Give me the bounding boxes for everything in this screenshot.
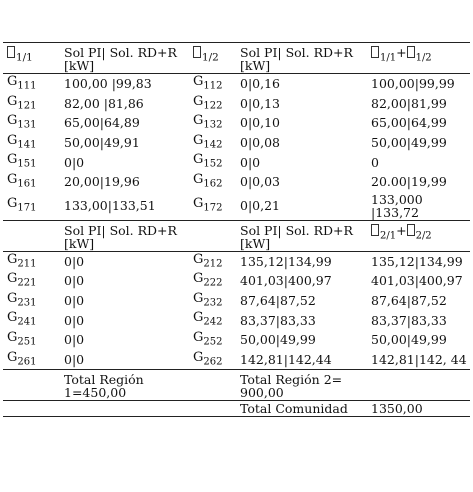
generator-letter: G	[7, 171, 18, 187]
generator-index: 261	[17, 356, 37, 368]
generator-letter: G	[7, 349, 18, 365]
value-sum: 135,12|134,99	[371, 253, 463, 269]
value-region-b: 0|0,10	[240, 115, 280, 131]
generator-label	[189, 271, 236, 291]
value-region-b: 0|0,21	[240, 198, 280, 214]
generator-letter: G	[193, 152, 204, 168]
table-row	[3, 172, 470, 192]
generator-letter: G	[193, 132, 204, 148]
header-sol-4: Sol PI| Sol. RD+R [kW]	[236, 220, 367, 251]
totals-empty	[189, 370, 236, 401]
table-row	[3, 74, 470, 94]
value-region-b: 0|0	[240, 154, 261, 170]
generator-letter: G	[7, 132, 18, 148]
generator-label	[3, 310, 60, 330]
generator-letter: G	[7, 271, 18, 287]
header-sol-3: Sol PI| Sol. RD+R [kW]	[60, 220, 189, 251]
generator-letter: G	[7, 310, 18, 326]
value-region-a: 0|0	[64, 253, 85, 269]
box-symbol-icon	[407, 46, 415, 58]
generator-letter: G	[7, 329, 18, 345]
header-sym-1-1	[3, 43, 60, 74]
generator-index: 241	[17, 316, 37, 328]
generator-index: 262	[203, 356, 223, 368]
header-empty	[3, 220, 60, 251]
generator-label	[189, 133, 236, 153]
total-community-label: Total Comunidad	[236, 401, 367, 417]
header-subscript: 1/2	[415, 52, 432, 64]
generator-index: 232	[203, 297, 223, 309]
value-region-b: 135,12|134,99	[240, 253, 332, 269]
generator-index: 221	[17, 277, 37, 289]
value-region-b: 0|0,13	[240, 95, 280, 111]
generator-label	[189, 113, 236, 133]
generator-label	[3, 192, 60, 221]
value-region-b: 83,37|83,33	[240, 312, 316, 328]
value-region-b: 87,64|87,52	[240, 293, 316, 309]
generator-index: 172	[203, 202, 223, 214]
header-sum-1	[367, 43, 470, 74]
value-sum: 133,000 |133,72	[371, 191, 423, 220]
table-row	[3, 113, 470, 133]
box-symbol-icon	[371, 46, 379, 58]
value-region-b: 0|0,16	[240, 76, 280, 92]
value-sum: 0	[371, 154, 379, 170]
table-row	[3, 310, 470, 330]
total-region-1: Total Región 1=450,00	[60, 370, 189, 401]
value-sum: 65,00|64,99	[371, 115, 447, 131]
value-region-a: 0|0	[64, 312, 85, 328]
value-region-a: 0|0	[64, 293, 85, 309]
table-row	[3, 192, 470, 221]
results-table	[3, 42, 470, 417]
generator-index: 242	[203, 316, 223, 328]
header-subscript: 2/1	[380, 230, 397, 242]
value-region-b: 401,03|400,97	[240, 273, 332, 289]
plus-sign: +	[396, 45, 407, 60]
generator-index: 211	[17, 258, 37, 270]
value-sum: 100,00|99,99	[371, 76, 455, 92]
header-sym-1-2	[189, 43, 236, 74]
generator-letter: G	[7, 290, 18, 306]
totals-row-community	[3, 401, 470, 417]
generator-letter: G	[7, 152, 18, 168]
totals-empty	[3, 370, 60, 401]
value-region-a: 0|0	[64, 154, 85, 170]
generator-index: 121	[17, 100, 37, 112]
generator-letter: G	[193, 310, 204, 326]
section1-header-row	[3, 43, 470, 74]
plus-sign: +	[396, 222, 407, 238]
table-row	[3, 251, 470, 271]
value-sum: 142,81|142, 44	[371, 351, 467, 367]
table-row	[3, 152, 470, 172]
value-sum: 83,37|83,33	[371, 312, 447, 328]
value-region-a: 0|0	[64, 332, 85, 348]
box-symbol-icon	[371, 224, 379, 236]
generator-label	[3, 330, 60, 350]
generator-index: 132	[203, 119, 223, 131]
generator-index: 112	[203, 80, 223, 92]
generator-label	[189, 251, 236, 271]
generator-letter: G	[193, 195, 204, 211]
value-region-a: 50,00|49,91	[64, 135, 140, 151]
generator-index: 161	[17, 178, 37, 190]
results-table-body	[3, 43, 470, 417]
value-region-a: 133,00|133,51	[64, 198, 156, 214]
header-sol-1: Sol PI| Sol. RD+R [kW]	[60, 43, 189, 74]
generator-letter: G	[7, 195, 18, 211]
value-region-b: 50,00|49,99	[240, 332, 316, 348]
generator-letter: G	[193, 251, 204, 267]
results-table-container	[3, 42, 470, 417]
totals-row-regions	[3, 370, 470, 401]
generator-label	[189, 291, 236, 311]
generator-index: 251	[17, 336, 37, 348]
value-sum: 50,00|49,99	[371, 135, 447, 151]
value-sum: 82,00|81,99	[371, 95, 447, 111]
value-sum: 87,64|87,52	[371, 293, 447, 309]
box-symbol-icon	[7, 46, 15, 58]
generator-letter: G	[193, 290, 204, 306]
generator-label	[189, 310, 236, 330]
generator-index: 252	[203, 336, 223, 348]
generator-index: 231	[17, 297, 37, 309]
generator-index: 141	[17, 139, 37, 151]
value-sum: 50,00|49,99	[371, 332, 447, 348]
table-row	[3, 291, 470, 311]
generator-letter: G	[193, 113, 204, 129]
value-sum: 20.00|19,99	[371, 174, 447, 190]
table-row	[3, 330, 470, 350]
value-region-b: 142,81|142,44	[240, 351, 332, 367]
header-subscript: 1/1	[380, 52, 397, 64]
generator-label	[3, 350, 60, 370]
value-region-a: 65,00|64,89	[64, 115, 140, 131]
total-community-value: 1350,00	[367, 401, 470, 417]
value-region-b: 0|0,03	[240, 174, 280, 190]
totals-empty	[3, 401, 60, 417]
generator-label	[3, 113, 60, 133]
generator-letter: G	[193, 93, 204, 109]
generator-index: 162	[203, 178, 223, 190]
generator-label	[3, 271, 60, 291]
generator-index: 171	[17, 202, 37, 214]
table-row	[3, 133, 470, 153]
generator-label	[3, 152, 60, 172]
box-symbol-icon	[407, 224, 415, 236]
generator-index: 151	[17, 158, 37, 170]
generator-index: 122	[203, 100, 223, 112]
generator-label	[189, 192, 236, 221]
generator-index: 131	[17, 119, 37, 131]
header-subscript: 2/2	[415, 230, 432, 242]
header-subscript: 1/1	[16, 51, 33, 64]
generator-letter: G	[193, 271, 204, 287]
generator-label	[3, 251, 60, 271]
value-region-a: 100,00 |99,83	[64, 76, 152, 92]
generator-label	[3, 291, 60, 311]
generator-letter: G	[7, 251, 18, 267]
value-region-a: 82,00 |81,86	[64, 95, 144, 111]
generator-label	[189, 172, 236, 192]
value-region-a: 0|0	[64, 351, 85, 367]
totals-empty	[189, 401, 236, 417]
value-sum: 401,03|400,97	[371, 273, 463, 289]
generator-letter: G	[7, 113, 18, 129]
generator-index: 212	[203, 258, 223, 270]
generator-index: 222	[203, 277, 223, 289]
generator-letter: G	[193, 349, 204, 365]
value-region-a: 20,00|19,96	[64, 174, 140, 190]
generator-label	[189, 330, 236, 350]
header-sum-2	[367, 220, 470, 251]
value-region-b: 0|0,08	[240, 135, 280, 151]
generator-label	[3, 172, 60, 192]
generator-label	[3, 133, 60, 153]
generator-label	[189, 350, 236, 370]
generator-letter: G	[193, 329, 204, 345]
generator-letter: G	[193, 171, 204, 187]
generator-letter: G	[7, 93, 18, 109]
totals-empty	[367, 370, 470, 401]
box-symbol-icon	[193, 46, 201, 58]
header-sol-2: Sol PI| Sol. RD+R [kW]	[236, 43, 367, 74]
value-region-a: 0|0	[64, 273, 85, 289]
generator-label	[189, 152, 236, 172]
table-row	[3, 94, 470, 114]
generator-label	[3, 94, 60, 114]
generator-index: 111	[17, 80, 37, 92]
totals-empty	[60, 401, 189, 417]
generator-index: 142	[203, 139, 223, 151]
generator-label	[189, 94, 236, 114]
header-subscript: 1/2	[202, 51, 219, 64]
header-empty	[189, 220, 236, 251]
generator-label	[3, 74, 60, 94]
total-region-2: Total Región 2= 900,00	[236, 370, 367, 401]
table-row	[3, 271, 470, 291]
table-row	[3, 350, 470, 370]
generator-letter: G	[193, 74, 204, 89]
generator-letter: G	[7, 74, 18, 89]
section2-header-row	[3, 220, 470, 251]
generator-index: 152	[203, 158, 223, 170]
generator-label	[189, 74, 236, 94]
